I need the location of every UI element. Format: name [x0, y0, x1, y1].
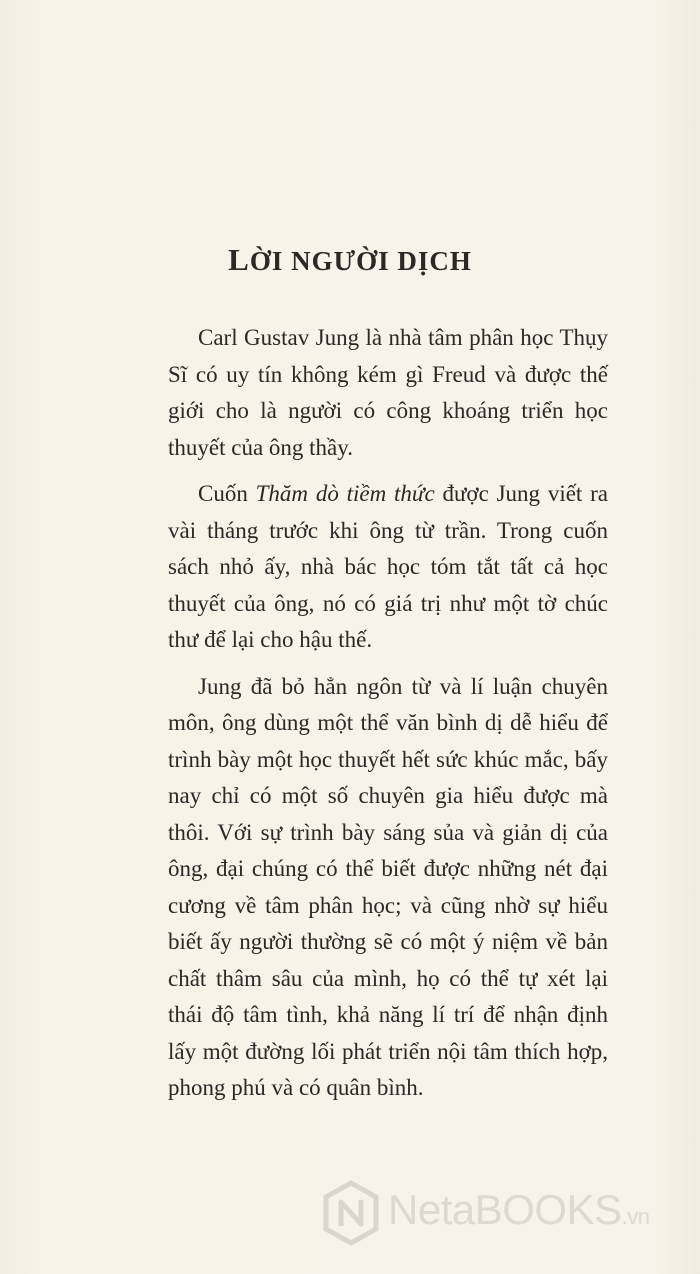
paragraph-1: Carl Gustav Jung là nhà tâm phân học Thụy Sĩ có uy tín không kém gì Freud và được thế giới cho là người có công khoáng triển học thuyết của ông thầy.	[168, 325, 608, 460]
body-text	[168, 320, 608, 1117]
paragraph-2-suffix: được Jung viết ra vài tháng trước khi ông từ trần. Trong cuốn sách nhỏ ấy, nhà bác học tóm tắt tất cả học thuyết của ông, nó có giá trị như một tờ chúc thư để lại cho hậu thế.	[168, 481, 608, 652]
title-first-letter: L	[228, 242, 250, 278]
page-title	[0, 242, 700, 278]
paragraph-2	[168, 476, 608, 659]
watermark-suffix: .vn	[621, 1204, 650, 1229]
paragraph-2-prefix: Cuốn	[198, 481, 256, 506]
watermark-brand: NetaBOOKS	[388, 1186, 622, 1233]
netabooks-logo-icon	[322, 1180, 380, 1246]
watermark-text	[388, 1186, 649, 1234]
paragraph-3: Jung đã bỏ hẳn ngôn từ và lí luận chuyên môn, ông dùng một thể văn bình dị dễ hiểu để trình bày một học thuyết hết sức khúc mắc, bấy nay chỉ có một số chuyên gia hiểu được mà thôi. Với sự trình bày sáng sủa và giản dị của ông, đại chúng có thể biết được những nét đại cương về tâm phân học; và cũng nhờ sự hiểu biết ấy người thường sẽ có một ý niệm về bản chất thâm sâu của mình, họ có thể tự xét lại thái độ tâm tình, khả năng lí trí để nhận định lấy một đường lối phát triển nội tâm thích hợp, phong phú và có quân bình.	[168, 673, 608, 1100]
title-rest: ỜI NGƯỜI DỊCH	[249, 246, 472, 277]
book-title-italic: Thăm dò tiềm thức	[255, 481, 435, 506]
netabooks-watermark	[322, 1176, 682, 1250]
